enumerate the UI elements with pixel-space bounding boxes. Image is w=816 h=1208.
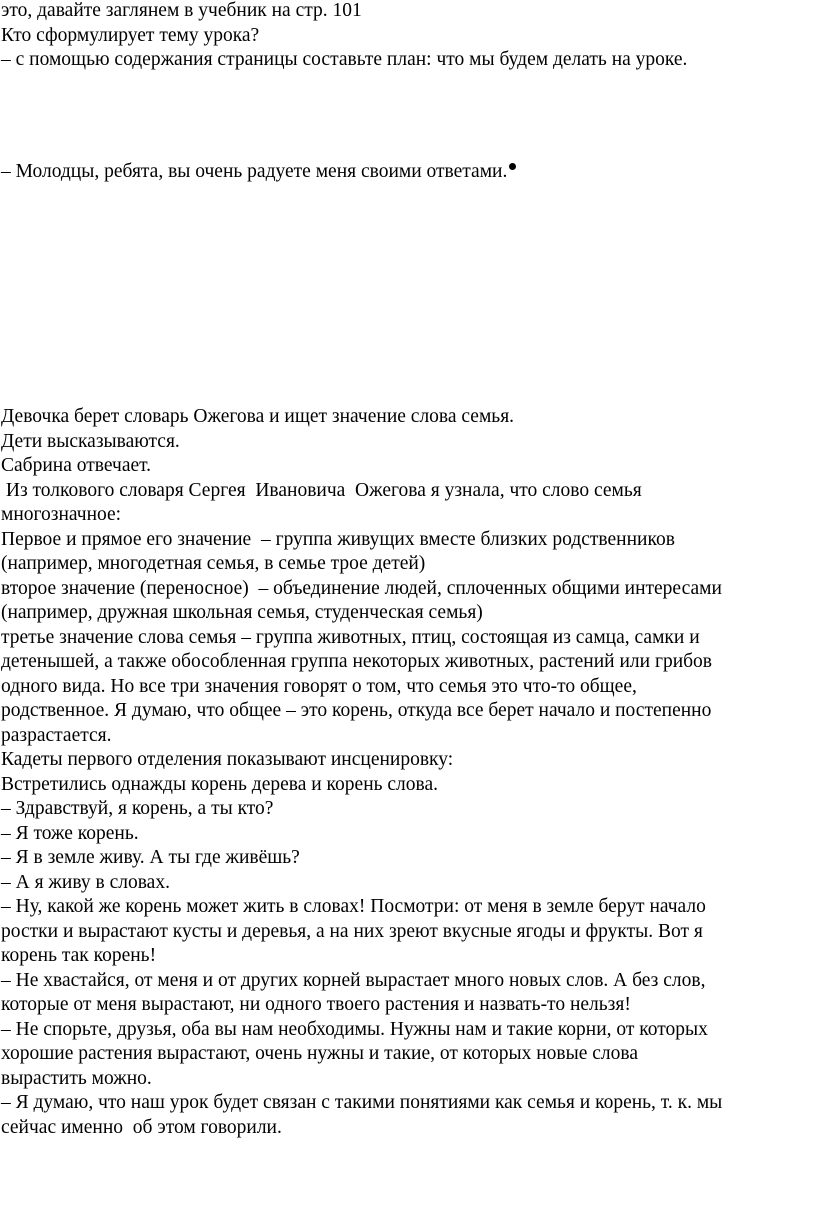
text-line: которые от меня вырастают, ни одного твоего растения и назвать-то нельзя! [1, 994, 631, 1015]
text-line: Сабрина отвечает. [1, 455, 152, 476]
text-line: Из толкового словаря Сергея Ивановича Ожегова я узнала, что слово семья [1, 479, 642, 501]
praise-block [1, 160, 813, 185]
text-line: вырастить можно. [1, 1067, 152, 1089]
intro-block [1, 0, 813, 73]
text-line: – А я живу в словах. [1, 871, 170, 893]
text-line: Первое и прямое его значение – группа живущих вместе близких родственников [1, 528, 675, 550]
text-line: детенышей, а также обособленная группа некоторых животных, растений или грибов [1, 651, 713, 672]
text-line: третье значение слова семья – группа животных, птиц, состоящая из самца, самки и [1, 626, 700, 648]
text-line: Кто сформулирует тему урока? [1, 24, 260, 46]
text-line: второе значение (переносное) – объединение людей, сплоченных общими интересами [1, 577, 722, 599]
praise-line [1, 160, 813, 185]
text-line: одного вида. Но все три значения говорят о том, что семья это что-то общее, [1, 675, 637, 697]
text-line: Дети высказываются. [1, 430, 180, 452]
text-line: (например, многодетная семья, в семье трое детей) [1, 553, 426, 574]
text-line: хорошие растения вырастают, очень нужны и такие, от которых новые слова [1, 1043, 638, 1064]
text-line: – Не спорьте, друзья, оба вы нам необходимы. Нужны нам и такие корни, от которых [1, 1018, 708, 1040]
praise-text: – Молодцы, ребята, вы очень радуете меня своими ответами. [1, 161, 508, 182]
text-line: – Я в земле живу. А ты где живёшь? [1, 847, 300, 868]
text-line: корень так корень! [1, 945, 157, 966]
text-line: сейчас именно об этом говорили. [1, 1116, 282, 1138]
text-line: родственное. Я думаю, что общее – это корень, откуда все берет начало и постепенно [1, 700, 712, 721]
text-line: многозначное: [1, 504, 122, 525]
text-line: Девочка берет словарь Ожегова и ищет значение слова семья. [1, 406, 515, 427]
text-line: – Я тоже корень. [1, 822, 139, 844]
bullet-icon [509, 163, 516, 170]
text-line: – Не хвастайся, от меня и от других корней вырастает много новых слов. А без слов, [1, 969, 706, 991]
text-line: разрастается. [1, 724, 112, 746]
text-line: (например, дружная школьная семья, студенческая семья) [1, 602, 483, 623]
text-line: ростки и вырастают кусты и деревья, а на них зреют вкусные ягоды и фрукты. Вот я [1, 920, 703, 942]
main-text-block [1, 405, 813, 1140]
text-line: Встретились однажды корень дерева и корень слова. [1, 773, 439, 795]
text-line: Кадеты первого отделения показывают инсценировку: [1, 749, 454, 770]
text-line: – Ну, какой же корень может жить в словах! Посмотри: от меня в земле берут начало [1, 896, 706, 917]
text-line: – с помощью содержания страницы составьте план: что мы будем делать на уроке. [1, 49, 688, 70]
text-line: это, давайте заглянем в учебник на стр. 101 [1, 0, 362, 21]
text-line: – Я думаю, что наш урок будет связан с такими понятиями как семья и корень, т. к. мы [1, 1092, 723, 1113]
text-line: – Здравствуй, я корень, а ты кто? [1, 798, 274, 819]
